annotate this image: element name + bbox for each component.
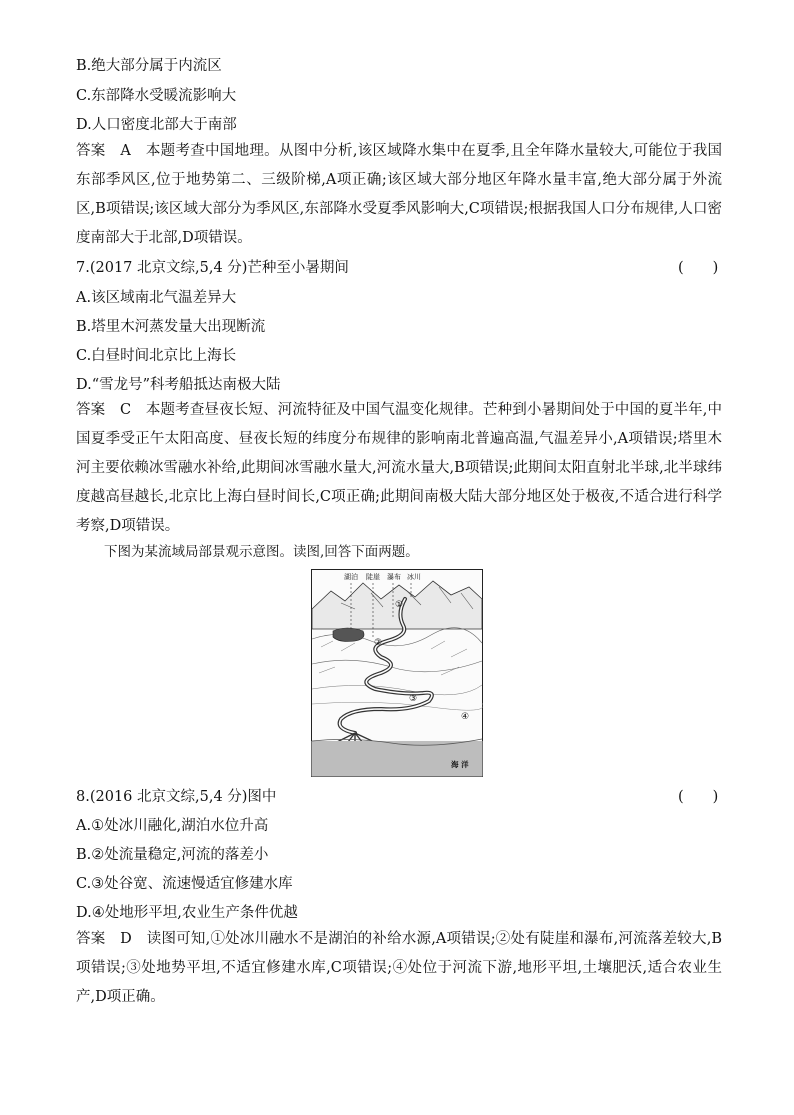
q7-answer: 答案 C 本题考查昼夜长短、河流特征及中国气温变化规律。芒种到小暑期间处于中国的夏半年,中国夏季受正午太阳高度、昼夜长短的纬度分布规律的影响南北普遍高温,气温差异小,A项错误;塔里木河主要依赖冰雪融水补给,此期间冰雪融水量大,河流水量大,B项错误;此期间太阳直射北半球,北半球纬度越高昼越长,北京比上海白昼时间长,C项正确;此期间南极大陆大部分地区处于极夜,不适合进行科学考察,D项错误。 bbox=[76, 402, 722, 534]
figure-label-glacier: 冰川 bbox=[407, 573, 421, 581]
q7-option-a: A.该区域南北气温差异大 bbox=[76, 290, 237, 306]
q6-option-c: C.东部降水受暖流影响大 bbox=[76, 88, 237, 104]
q8-answer-paren: ( ) bbox=[678, 789, 719, 805]
landscape-illustration bbox=[311, 569, 483, 777]
marker-2: ② bbox=[374, 638, 383, 648]
q8-option-d: D.④处地形平坦,农业生产条件优越 bbox=[76, 905, 298, 921]
figure-label-lake: 湖泊 bbox=[344, 573, 358, 581]
watershed-landscape-figure bbox=[311, 569, 483, 777]
marker-1: ① bbox=[395, 600, 404, 610]
figure-intro: 下图为某流域局部景观示意图。读图,回答下面两题。 bbox=[104, 544, 419, 560]
q8-option-b: B.②处流量稳定,河流的落差小 bbox=[76, 847, 269, 863]
q8-option-a: A.①处冰川融化,湖泊水位升高 bbox=[76, 818, 269, 834]
q6-option-d: D.人口密度北部大于南部 bbox=[76, 117, 237, 133]
marker-3: ③ bbox=[409, 694, 418, 704]
q7-stem: 7.(2017 北京文综,5,4 分)芒种至小暑期间 bbox=[76, 260, 349, 276]
figure-label-cliff: 陡崖 bbox=[366, 573, 380, 581]
q8-stem: 8.(2016 北京文综,5,4 分)图中 bbox=[76, 789, 277, 805]
q7-option-c: C.白昼时间北京比上海长 bbox=[76, 348, 237, 364]
marker-4: ④ bbox=[461, 712, 470, 722]
sea-label: 海 洋 bbox=[451, 760, 469, 769]
q6-option-b: B.绝大部分属于内流区 bbox=[76, 58, 222, 74]
figure-label-waterfall: 瀑布 bbox=[387, 573, 401, 581]
q7-option-b: B.塔里木河蒸发量大出现断流 bbox=[76, 319, 266, 335]
q8-option-c: C.③处谷宽、流速慢适宜修建水库 bbox=[76, 876, 293, 892]
q7-answer-paren: ( ) bbox=[678, 260, 719, 276]
q7-option-d: D.“雪龙号”科考船抵达南极大陆 bbox=[76, 377, 281, 393]
q6-answer: 答案 A 本题考查中国地理。从图中分析,该区域降水集中在夏季,且全年降水量较大,可能位于我国东部季风区,位于地势第二、三级阶梯,A项正确;该区域大部分地区年降水量丰富,绝大部分属于外流区,B项错误;该区域大部分为季风区,东部降水受夏季风影响大,C项错误;根据我国人口分布规律,人口密度南部大于北部,D项错误。 bbox=[76, 143, 722, 246]
q8-answer: 答案 D 读图可知,①处冰川融水不是湖泊的补给水源,A项错误;②处有陡崖和瀑布,河流落差较大,B项错误;③处地势平坦,不适宜修建水库,C项错误;④处位于河流下游,地形平坦,土壤肥沃,适合农业生产,D项正确。 bbox=[76, 931, 722, 1005]
